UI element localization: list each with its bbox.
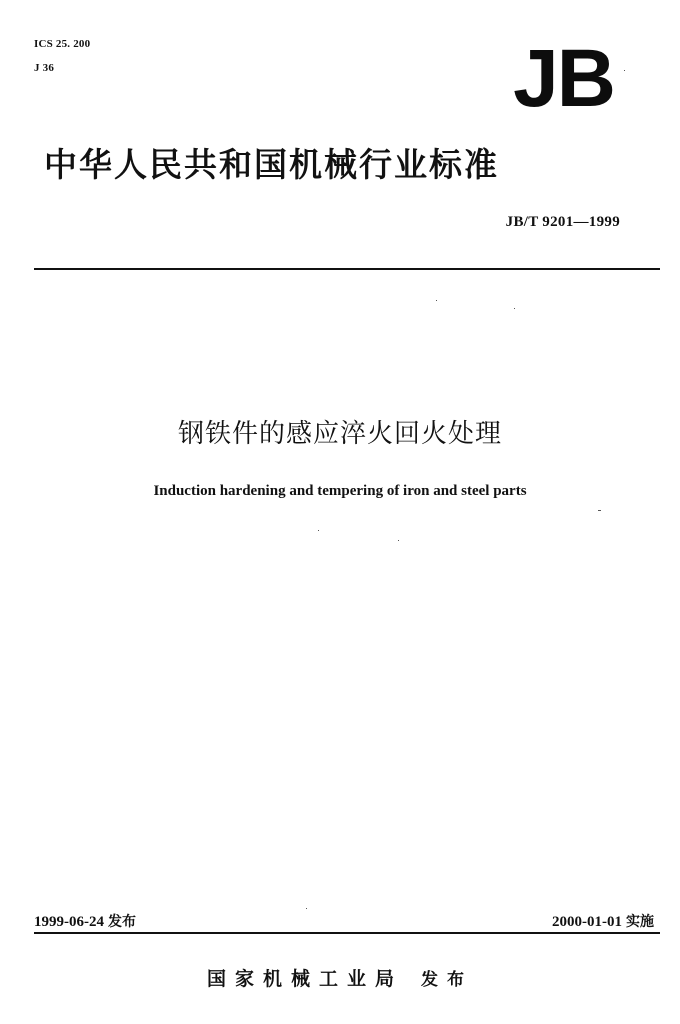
publish-label: 发布 xyxy=(421,970,473,990)
scan-speck xyxy=(624,70,625,71)
authority-name: 国家机械工业局 xyxy=(206,968,403,990)
ccs-code: J 36 xyxy=(34,62,55,74)
jb-logo: JB xyxy=(513,33,614,124)
bottom-divider xyxy=(34,932,660,934)
standard-number: JB/T 9201—1999 xyxy=(505,214,620,230)
document-title-en: Induction hardening and tempering of iron and steel parts xyxy=(153,483,527,499)
publishing-authority-line xyxy=(0,964,680,991)
issue-date: 1999-06-24 xyxy=(34,914,104,930)
scan-speck xyxy=(306,908,307,909)
implementation-label: 实施 xyxy=(626,914,654,930)
scan-speck xyxy=(398,540,399,541)
issue-date-line xyxy=(34,911,136,931)
scan-speck xyxy=(318,530,319,531)
scan-speck xyxy=(598,510,601,511)
scan-speck xyxy=(514,308,515,309)
implementation-date-line xyxy=(552,911,654,931)
document-title-cn: 钢铁件的感应淬火回火处理 xyxy=(177,419,502,449)
implementation-date: 2000-01-01 xyxy=(552,914,622,930)
scan-speck xyxy=(436,300,437,301)
ics-code: ICS 25. 200 xyxy=(34,38,91,50)
standard-title: 中华人民共和国机械行业标准 xyxy=(44,145,499,184)
issue-label: 发布 xyxy=(108,914,136,930)
top-divider xyxy=(34,268,660,270)
